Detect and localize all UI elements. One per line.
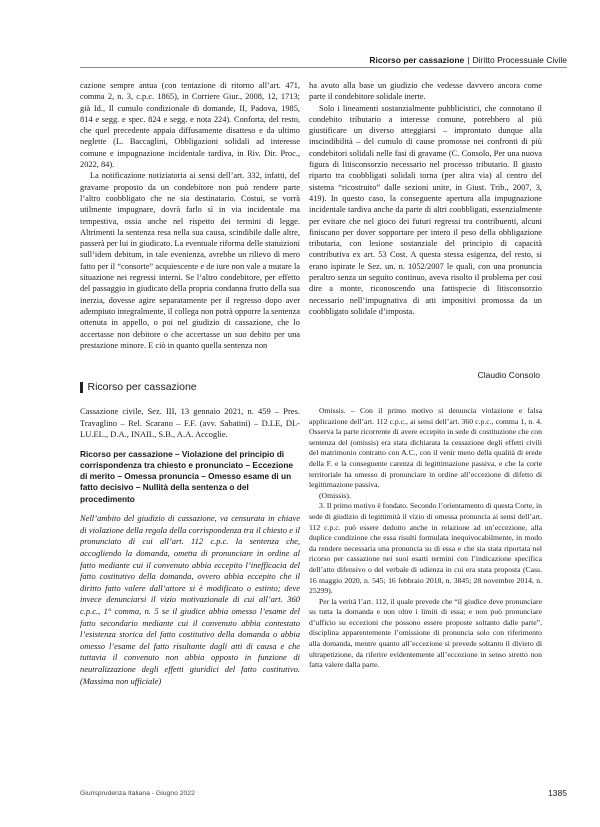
article-paragraph: ha avuto alla base un giudizio che vedesse davvero ancora come parte il condebitore solidale inerte. — [309, 81, 542, 102]
header-separator: | — [467, 55, 470, 65]
ruling-paragraph: 3. Il primo motivo è fondato. Secondo l’orientamento di questa Corte, in sede di giudizio di legittimità il vizio di omessa pronuncia ai sensi dell’art. 112 c.p.c. può essere dedotto anche in relazione ad un’eccezione, alla duplice condizione che essa risulti formulata inequivocabilmente, in modo da rendere necessaria una pronuncia su di essa e che sia stata riportata nel ricorso per cassazione nei suoi esatti termini con l’indicazione specifica dell’atto difensivo o del verbale di udienza in cui era stata proposta (Cass. 16 maggio 2020, n. 545; 16 febbraio 2018, n. 3845; 28 novembre 2014, n. 25299). — [309, 501, 542, 596]
header-rule — [80, 67, 567, 68]
article-paragraph: La notificazione notiziatoria ai sensi dell’art. 332, infatti, del gravame proposto da un condebitore non può rendere parte l’altro coobbligato che ne sia destinatario. Costui, se vorrà utilmente impugnare, dovrà farlo sì in via incidentale ma tempestiva, ossia anche nel rispetto dei termini di legge. Altrimenti la sentenza resa nella sua causa, scindibile dalle altre, passerà per lui in giudicato. La eventuale riforma delle statuizioni sull’idem debitum, in tale evenienza, avrebbe un rilievo di mero fatto per il “consorte” acquiescente e de iure non vale a mutare la situazione nei regressi interni. Se l’altro condebitore, per effetto del passaggio in giudicato della propria condanna frutto della sua inerzia, dovesse agire separatamente per il regresso dopo aver adempiuto integralmente, il collega non potrà opporre la sentenza ottenuta in appello, o poi nel giudizio di cassazione, che lo accertasse non debitore o che accertasse un suo debito per una prestazione minore. E ciò in quanto quella sentenza non — [80, 171, 300, 350]
ruling-paragraph: (Omissis). — [319, 490, 351, 500]
ruling-paragraph: Omissis. – Con il primo motivo si denuncia violazione e falsa applicazione dell’art. 112 c.p.c., ai sensi dell’art. 360 c.p.c., comma 1, n. 4. Osserva la parte ricorrente di avere eccepito in sede di costituzione che con sentenza del (omissis) era stata dichiarata la cessazione degli effetti civili del matrimonio contratto con A.C., con il venir meno della qualità di erede della F. e la conseguente carenza di legittimazione passiva, e che la corte territoriale ha omesso di pronunciare in ordine all’eccezione di difetto di legittimazione passiva. — [309, 406, 542, 490]
page-number: 1385 — [548, 788, 567, 798]
footer-journal: Giurisprudenza Italiana - Giugno 2022 — [80, 790, 195, 797]
article-column-2 — [309, 80, 542, 317]
running-header — [369, 55, 567, 65]
case-citation: Cassazione civile, Sez. III, 13 gennaio 2021, n. 459 – Pres. Travaglino – Rel. Scarano – F.F. (avv. Sabatini) – D.LE, DL-LU.EL., D.A., INAIL, S.B., A.A. Accoglie. — [80, 406, 300, 440]
judgment-text-column — [309, 406, 542, 671]
header-section: Ricorso per cassazione — [369, 55, 465, 65]
ruling-paragraph: Per la verità l’art. 112, il quale prevede che “il giudice deve pronunciare su tutta la domanda e non oltre i limiti di essa; e non può pronunciare d’ufficio su eccezioni che possono essere proposte soltanto dalle parte”, disciplina apparentemente l’omissione di pronuncia solo con riferimento alla domanda, mentre quanto all’eccezione si prevede soltanto il divieto di ultrapetizione, da riferire evidentemente all’eccezione in senso stretto non fatta valere dalla parte. — [309, 596, 542, 670]
article-column-1 — [80, 80, 300, 351]
section-heading — [80, 381, 197, 393]
case-massima: Nell’ambito del giudizio di cassazione, va censurata in chiave di violazione della regola della corrispondenza tra il chiesto e il pronunciato di cui all’art. 112 c.p.c. la sentenza che, accogliendo la domanda, ometta di pronunciare in ordine al fatto mediante cui il convenuto abbia eccepito l’inefficacia del fatto costitutivo della domanda, ovvero abbia eccepito che il diritto fatto valere dall’attore si è modificato o estinto; deve invece denunciarsi il vizio motivazionale di cui all’art. 360 c.p.c., 1° comma, n. 5 se il giudice abbia omesso l’esame del fatto secondario mediante cui il convenuto abbia contestato l’esistenza storica del fatto costitutivo della domanda o abbia omesso l’esame del fatto risultante dagli atti di causa e che tuttavia il convenuto non abbia opposto in funzione di neutralizzazione degli effetti giuridici del fatto costitutivo. (Massima non ufficiale) — [80, 513, 300, 686]
article-paragraph: Solo i lineamenti sostanzialmente pubblicistici, che connotano il condebito tributario a interesse comune, potrebbero al più giustificare un diverso atteggiarsi – improntato dunque alla inscindibilità – del cumulo di cause promosse nei confronti di più condebitori solidali nelle fasi di gravame (C. Consolo, Per una nuova figura di litisconsorzio necessario nel processo tributario. Il giusto riparto tra coobbligati solidali torna (per altra via) al centro del sistema “ricostruito” dalle sezioni unite, in Giust. Trib., 2007, 3, 419). In questo caso, la conseguente apertura alla impugnazione incidentale tardiva anche da parte di altri coobbligati, essenzialmente per evitare che nel gioco dei futuri regressi tra contribuenti, alcuni finiscano per dover sopportare per intero il peso della obbligazione tributaria, con lesione sostanziale del principio di capacità contributiva ex art. 53 Cost. A questa stessa esigenza, del resto, si erano ispirate le Sez. un. n. 1052/2007 le quali, con una pronuncia peraltro senza un seguito continuo, aveva risolto il problema per così dire a monte, riconoscendo una fattispecie di litisconsorzio necessario nell’impugnativa di atti impositivi promossa da un coobbligato solidale d’imposta. — [309, 103, 542, 316]
author-signature: Claudio Consolo — [477, 370, 540, 380]
header-category: Diritto Processuale Civile — [472, 55, 567, 65]
case-title: Ricorso per cassazione – Violazione del principio di corrispondenza tra chiesto e pronunciato – Eccezione di merito – Omessa pronuncia – Omesso esame di un fatto decisivo – Nullità della sentenza o del procedimento — [80, 448, 294, 504]
judgment-summary-column — [80, 406, 300, 696]
section-heading-text: Ricorso per cassazione — [87, 381, 197, 393]
article-paragraph: cazione sempre antua (con tentazione di ritorno all’art. 471, comma 2, n. 3, c.p.c. 1865), in Corriere Giur., 2008, 12, 1713; già Id., Il cumulo condizionale di domande, II, Padova, 1985, 814 e segg. e spec. 824 e segg. e nota 224). Conforta, del resto, che quel precedente appaia diffusamente disatteso e da ultimo neglette (L. Baccaglini, Obbligazioni solidali ad interesse comune e impugnazione incidentale tardiva, in Riv. Dir. Proc., 2022, 84). — [80, 81, 300, 170]
section-heading-bar — [80, 382, 83, 393]
